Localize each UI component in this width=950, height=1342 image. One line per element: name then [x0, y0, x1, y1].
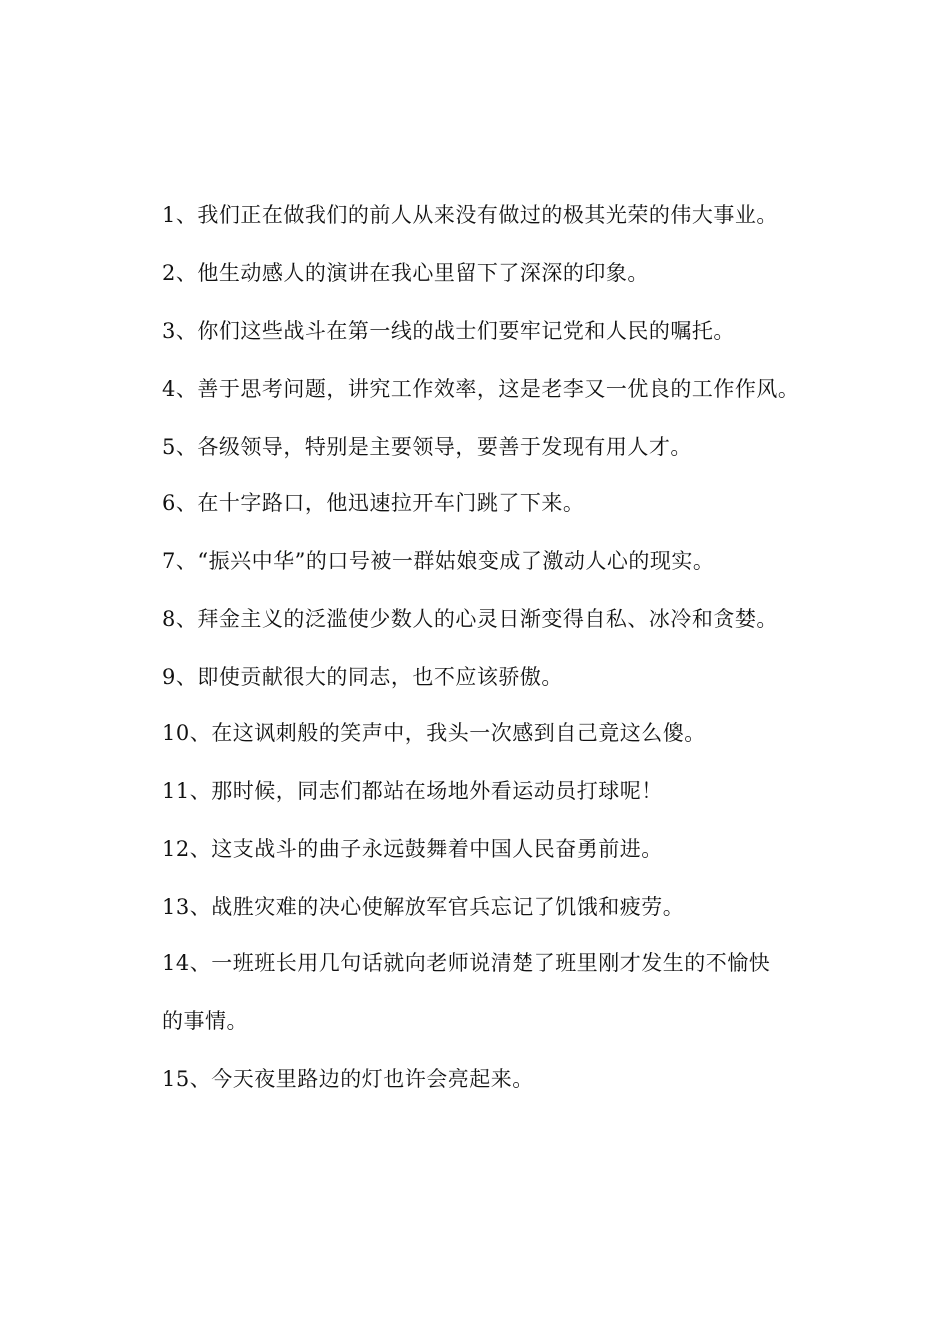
sentence-12: 12、这支战斗的曲子永远鼓舞着中国人民奋勇前进。	[162, 837, 663, 861]
sentence-14-continued: 的事情。	[162, 1009, 248, 1033]
sentence-1: 1、我们正在做我们的前人从来没有做过的极其光荣的伟大事业。	[162, 203, 778, 227]
sentence-2: 2、他生动感人的演讲在我心里留下了深深的印象。	[162, 261, 649, 285]
sentence-3: 3、你们这些战斗在第一线的战士们要牢记党和人民的嘱托。	[162, 319, 735, 343]
sentence-8: 8、拜金主义的泛滥使少数人的心灵日渐变得自私、冰冷和贪婪。	[162, 607, 778, 631]
sentence-7: 7、“振兴中华”的口号被一群姑娘变成了激动人心的现实。	[162, 549, 715, 573]
sentence-9: 9、即使贡献很大的同志，也不应该骄傲。	[162, 665, 563, 689]
sentence-10: 10、在这讽刺般的笑声中，我头一次感到自己竟这么傻。	[162, 721, 706, 745]
sentence-14: 14、一班班长用几句话就向老师说清楚了班里刚才发生的不愉快	[162, 951, 771, 975]
sentence-15: 15、今天夜里路边的灯也许会亮起来。	[162, 1067, 534, 1091]
sentence-6: 6、在十字路口，他迅速拉开车门跳了下来。	[162, 491, 585, 515]
sentence-11: 11、那时候，同志们都站在场地外看运动员打球呢！	[162, 779, 663, 803]
sentence-5: 5、各级领导，特别是主要领导，要善于发现有用人才。	[162, 435, 692, 459]
sentence-4: 4、善于思考问题，讲究工作效率，这是老李又一优良的工作作风。	[162, 377, 800, 401]
sentence-13: 13、战胜灾难的决心使解放军官兵忘记了饥饿和疲劳。	[162, 895, 685, 919]
